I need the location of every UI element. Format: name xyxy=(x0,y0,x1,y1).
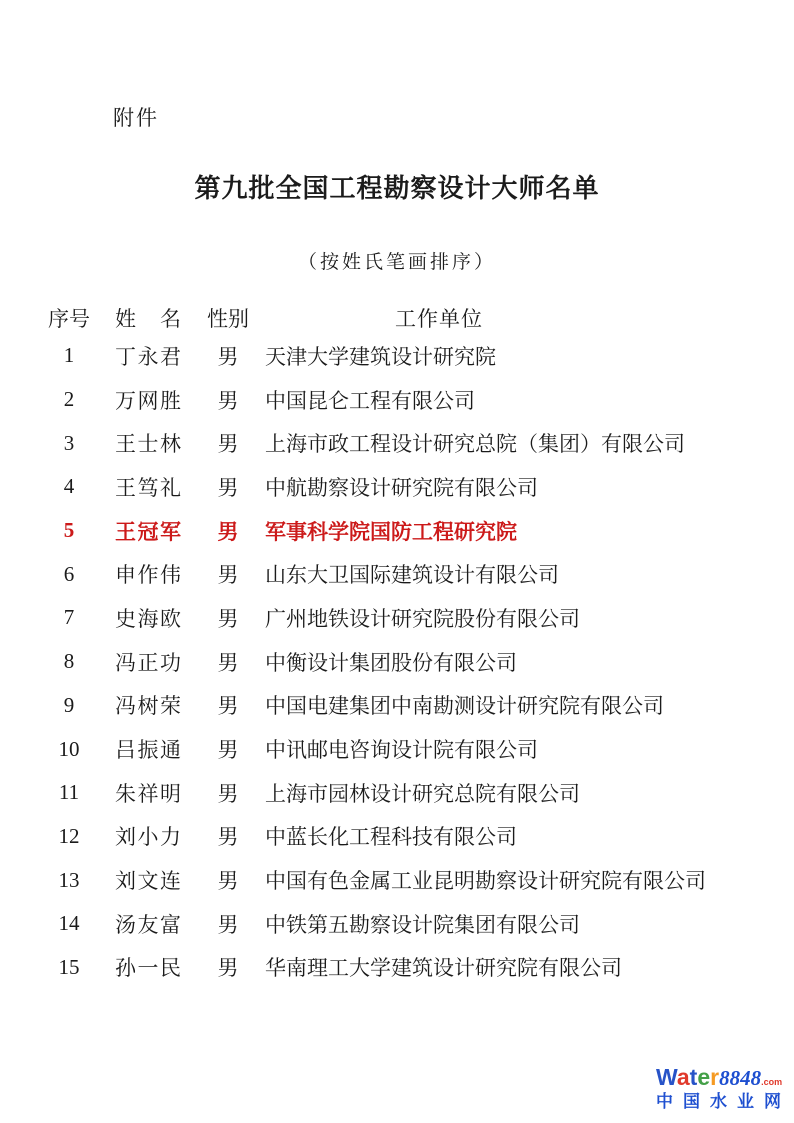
row-name: 王笃礼 xyxy=(115,475,183,500)
logo-tld: .com xyxy=(761,1077,783,1087)
table-row xyxy=(48,946,784,990)
row-name: 史海欧 xyxy=(115,606,183,631)
logo-letter: a xyxy=(676,1064,690,1090)
row-name: 朱祥明 xyxy=(115,781,183,806)
page-title: 第九批全国工程勘察设计大师名单 xyxy=(194,173,600,203)
row-number: 14 xyxy=(58,911,80,936)
row-org: 华南理工大学建筑设计研究院有限公司 xyxy=(265,956,622,981)
logo-letter: r xyxy=(710,1064,720,1090)
table-row xyxy=(48,334,784,378)
row-number: 1 xyxy=(63,343,75,368)
row-gender: 男 xyxy=(217,781,239,806)
row-gender: 男 xyxy=(217,432,239,457)
row-number: 10 xyxy=(58,736,80,761)
table-row xyxy=(48,552,784,596)
row-name: 孙一民 xyxy=(115,956,183,981)
row-name: 万网胜 xyxy=(115,388,183,413)
row-gender: 男 xyxy=(217,912,239,937)
row-gender: 男 xyxy=(217,650,239,675)
table-row xyxy=(48,465,784,509)
logo-wordmark xyxy=(656,1066,792,1090)
row-name: 刘文连 xyxy=(115,869,183,894)
row-number: 5 xyxy=(63,518,75,543)
row-org: 中衡设计集团股份有限公司 xyxy=(265,650,517,675)
row-gender: 男 xyxy=(217,563,239,588)
row-number: 13 xyxy=(58,867,80,892)
row-name: 冯正功 xyxy=(115,650,183,675)
row-number: 15 xyxy=(58,954,80,979)
row-org: 广州地铁设计研究院股份有限公司 xyxy=(265,606,580,631)
row-gender: 男 xyxy=(217,519,239,544)
table-row xyxy=(48,902,784,946)
row-gender: 男 xyxy=(217,825,239,850)
header-org: 工作单位 xyxy=(395,307,483,331)
row-org: 上海市政工程设计研究总院（集团）有限公司 xyxy=(265,432,685,457)
row-org: 中国有色金属工业昆明勘察设计研究院有限公司 xyxy=(265,869,706,894)
row-org: 山东大卫国际建筑设计有限公司 xyxy=(265,563,559,588)
table-header-row xyxy=(48,303,784,329)
row-name: 王冠军 xyxy=(115,519,183,544)
row-org: 中国昆仑工程有限公司 xyxy=(265,388,475,413)
row-number: 6 xyxy=(63,561,75,586)
row-number: 12 xyxy=(58,823,80,848)
row-number: 2 xyxy=(63,387,75,412)
table-row xyxy=(48,378,784,422)
row-name: 申作伟 xyxy=(115,563,183,588)
row-gender: 男 xyxy=(217,694,239,719)
row-number: 7 xyxy=(63,605,75,630)
row-number: 4 xyxy=(63,474,75,499)
logo-letter: e xyxy=(697,1064,711,1090)
row-name: 冯树荣 xyxy=(115,694,183,719)
sort-order-note: （按姓氏笔画排序） xyxy=(297,252,496,273)
row-name: 丁永君 xyxy=(115,344,183,369)
logo-letter: W xyxy=(656,1064,677,1090)
table-row xyxy=(48,509,784,553)
row-org: 中铁第五勘察设计院集团有限公司 xyxy=(265,912,580,937)
table-row xyxy=(48,771,784,815)
row-gender: 男 xyxy=(217,475,239,500)
table-row xyxy=(48,858,784,902)
header-name: 姓 名 xyxy=(115,307,183,331)
masters-table xyxy=(48,303,784,989)
row-org: 上海市园林设计研究总院有限公司 xyxy=(265,781,580,806)
row-org: 天津大学建筑设计研究院 xyxy=(265,344,496,369)
table-row xyxy=(48,684,784,728)
row-gender: 男 xyxy=(217,388,239,413)
table-row xyxy=(48,727,784,771)
header-no: 序号 xyxy=(48,307,90,331)
row-gender: 男 xyxy=(217,344,239,369)
logo-word-water xyxy=(656,1064,719,1090)
row-gender: 男 xyxy=(217,738,239,763)
row-number: 9 xyxy=(63,692,75,717)
row-name: 吕振通 xyxy=(115,738,183,763)
row-org: 军事科学院国防工程研究院 xyxy=(265,519,517,544)
header-gender: 性别 xyxy=(207,307,249,331)
logo-number: 8848 xyxy=(719,1066,762,1090)
row-gender: 男 xyxy=(217,956,239,981)
attachment-label: 附件 xyxy=(113,106,159,130)
table-row xyxy=(48,640,784,684)
table-row xyxy=(48,421,784,465)
row-org: 中蓝长化工程科技有限公司 xyxy=(265,825,517,850)
table-body xyxy=(48,334,784,989)
logo-letter: t xyxy=(689,1064,698,1090)
row-org: 中国电建集团中南勘测设计研究院有限公司 xyxy=(265,694,664,719)
logo-site-name: 中国水业网 xyxy=(656,1092,791,1111)
row-name: 汤友富 xyxy=(115,912,183,937)
row-number: 11 xyxy=(58,780,80,805)
row-org: 中讯邮电咨询设计院有限公司 xyxy=(265,738,538,763)
table-row xyxy=(48,596,784,640)
row-name: 王士林 xyxy=(115,432,183,457)
row-gender: 男 xyxy=(217,869,239,894)
row-gender: 男 xyxy=(217,606,239,631)
row-number: 8 xyxy=(63,649,75,674)
table-row xyxy=(48,815,784,859)
row-name: 刘小力 xyxy=(115,825,183,850)
row-number: 3 xyxy=(63,430,75,455)
row-org: 中航勘察设计研究院有限公司 xyxy=(265,475,538,500)
water8848-logo xyxy=(656,1066,792,1110)
